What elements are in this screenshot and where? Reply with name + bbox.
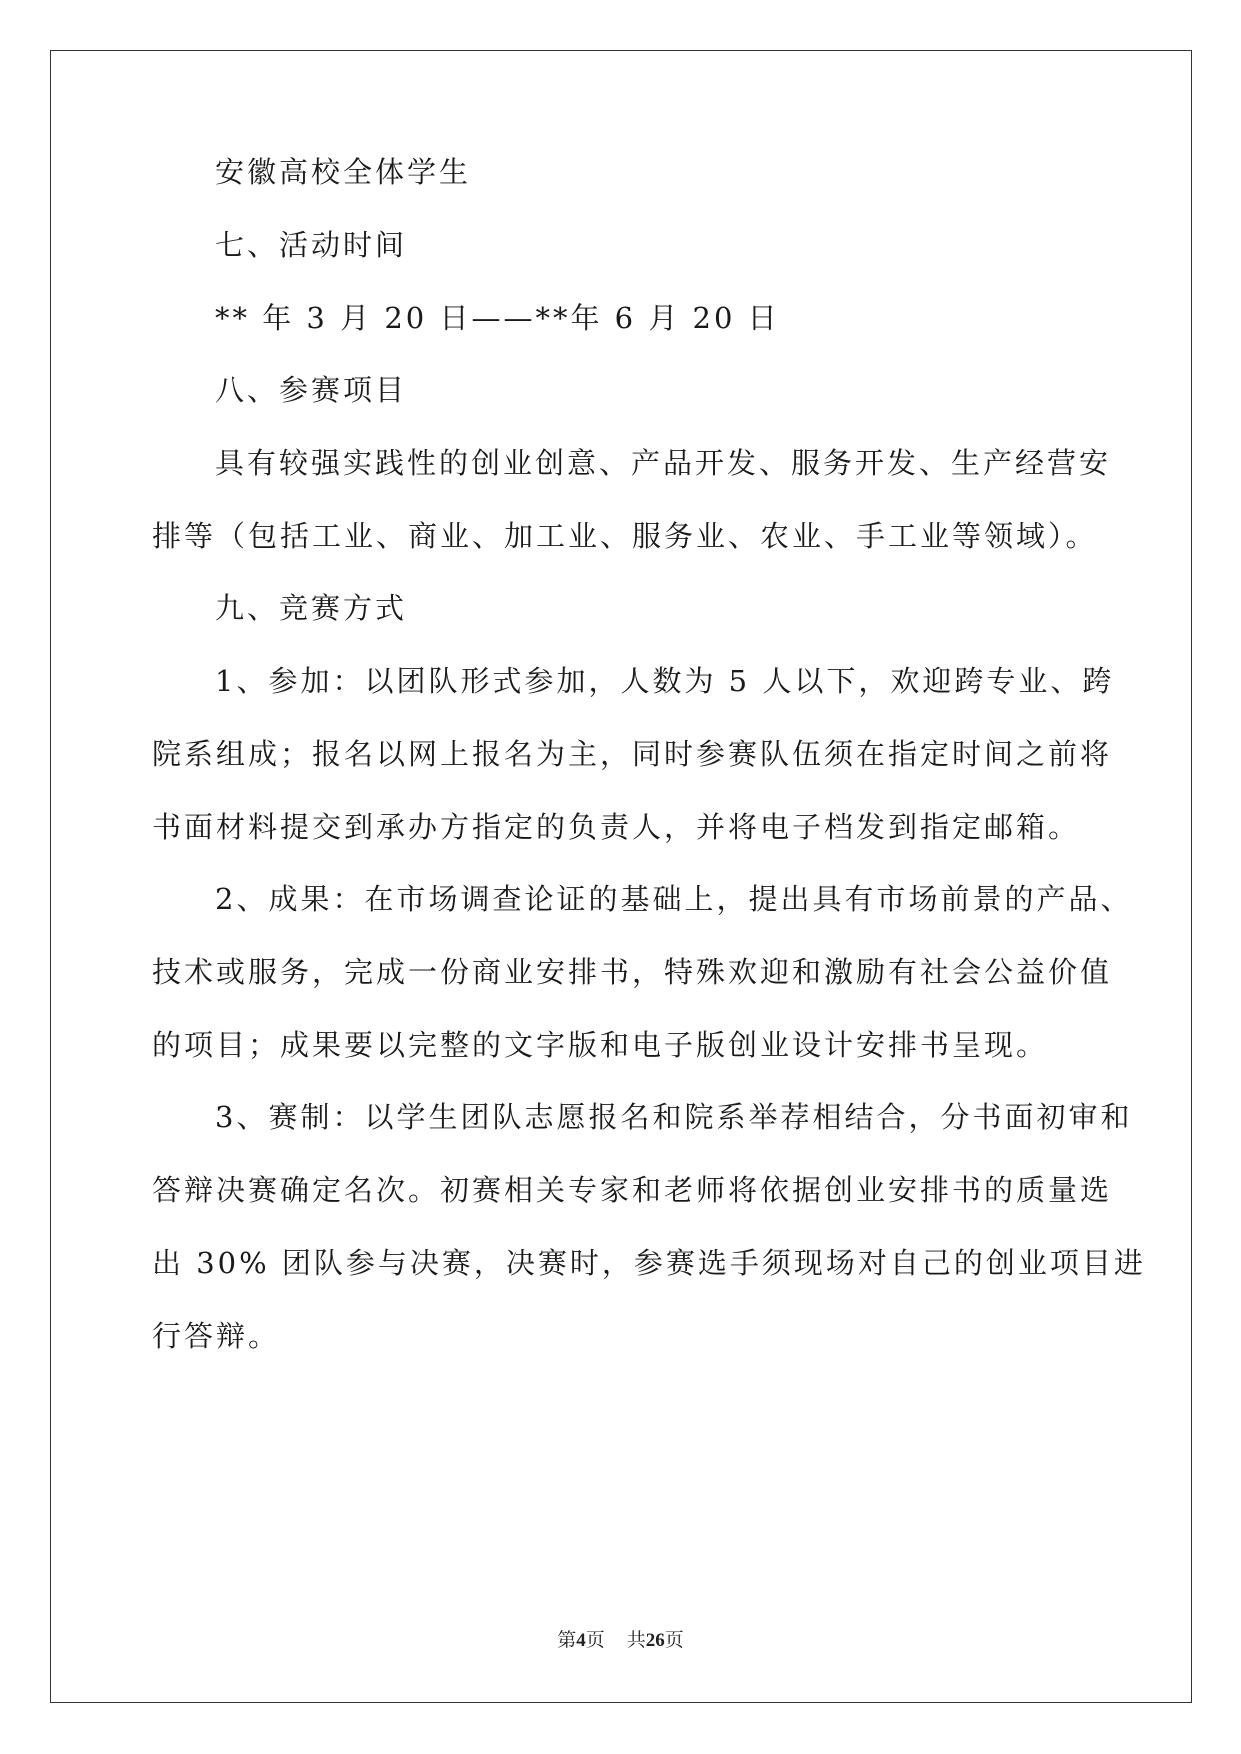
page-footer [0, 1625, 1241, 1652]
text-line-projects-1: 具有较强实践性的创业创意、产品开发、服务开发、生产经营安 [215, 446, 1112, 480]
footer-total-pages: 26 [645, 1630, 665, 1651]
text-line-rules-4: 行答辩。 [152, 1319, 281, 1353]
page-border [50, 50, 1192, 1703]
text-line-participate-2: 院系组成；报名以网上报名为主，同时参赛队伍须在指定时间之前将 [152, 737, 1113, 771]
text-line-results-1: 2、成果：在市场调查论证的基础上，提出具有市场前景的产品、 [215, 882, 1133, 916]
text-line-results-2: 技术或服务，完成一份商业安排书，特殊欢迎和激励有社会公益价值 [152, 955, 1113, 989]
text-line-participate-1: 1、参加：以团队形式参加，人数为 5 人以下，欢迎跨专业、跨 [215, 664, 1115, 698]
text-line-rules-3: 出 30% 团队参与决赛，决赛时，参赛选手须现场对自己的创业项目进 [152, 1246, 1146, 1280]
text-line-audience: 安徽高校全体学生 [215, 155, 472, 189]
heading-projects: 八、参赛项目 [215, 373, 408, 407]
heading-competition-method: 九、竞赛方式 [215, 591, 408, 625]
text-line-projects-2: 排等（包括工业、商业、加工业、服务业、农业、手工业等领域）。 [152, 519, 1098, 553]
footer-prefix: 第 [557, 1630, 577, 1651]
text-line-rules-1: 3、赛制：以学生团队志愿报名和院系举荐相结合，分书面初审和 [215, 1100, 1133, 1134]
footer-page-number: 4 [576, 1630, 586, 1651]
footer-total-suffix: 页 [664, 1630, 684, 1651]
text-line-dates: ** 年 3 月 20 日——**年 6 月 20 日 [215, 301, 780, 335]
heading-activity-time: 七、活动时间 [215, 228, 408, 262]
text-line-rules-2: 答辩决赛确定名次。初赛相关专家和老师将依据创业安排书的质量选 [152, 1173, 1113, 1207]
text-line-results-3: 的项目；成果要以完整的文字版和电子版创业设计安排书呈现。 [152, 1028, 1049, 1062]
footer-total-prefix: 共 [626, 1630, 646, 1651]
footer-page-suffix: 页 [585, 1630, 605, 1651]
text-line-participate-3: 书面材料提交到承办方指定的负责人，并将电子档发到指定邮箱。 [152, 810, 1081, 844]
